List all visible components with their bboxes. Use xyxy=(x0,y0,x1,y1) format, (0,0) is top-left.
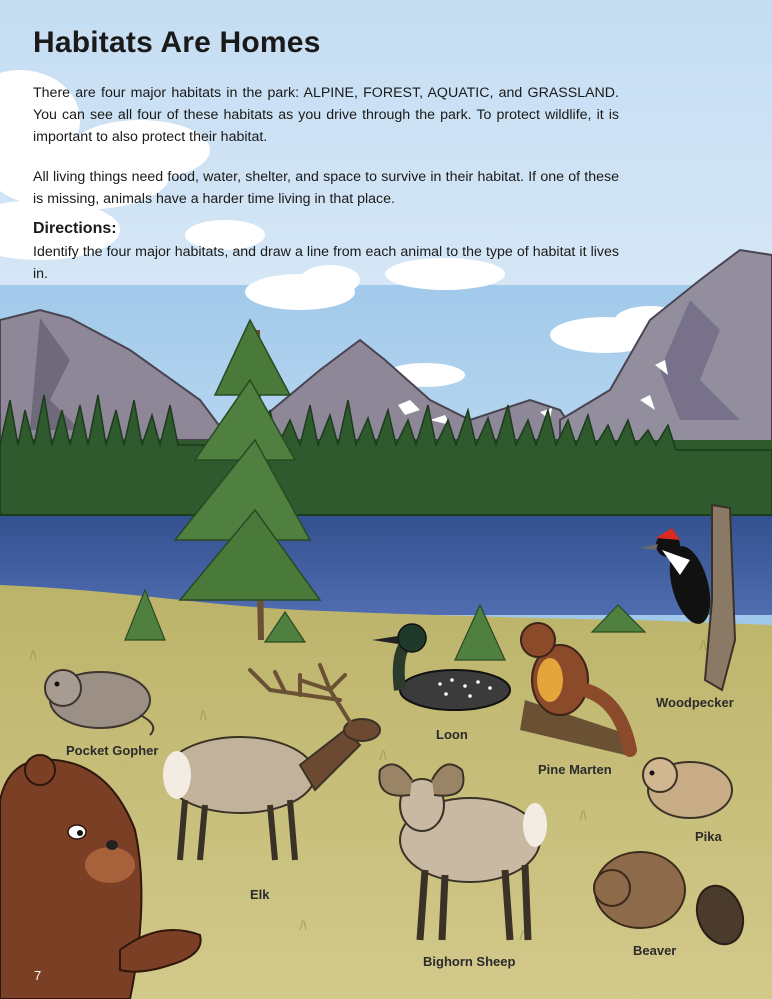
needs-paragraph: All living things need food, water, shelter, and space to survive in their habitat. If one of these is missing, animals have a harder time living in that place. xyxy=(33,169,619,207)
page-title: Habitats Are Homes xyxy=(33,26,321,59)
loon-label: Loon xyxy=(436,727,468,742)
page-number: 7 xyxy=(34,968,42,983)
intro-paragraph: There are four major habitats in the park: ALPINE, FOREST, AQUATIC, and GRASSLAND. You can see all four of these habitats as you drive through the park. To protect wildlife, it is important to also protect their habitat. xyxy=(33,85,619,145)
woodpecker-label: Woodpecker xyxy=(656,695,734,710)
pika-label: Pika xyxy=(695,829,722,844)
directions-text: Identify the four major habitats, and draw a line from each animal to the type of habitat it lives in. xyxy=(33,244,619,282)
pine-marten-label: Pine Marten xyxy=(538,762,612,777)
elk-label: Elk xyxy=(250,887,270,902)
directions-heading: Directions: xyxy=(33,220,117,237)
bighorn-sheep-label: Bighorn Sheep xyxy=(423,954,516,969)
beaver-label: Beaver xyxy=(633,943,677,958)
pocket-gopher-label: Pocket Gopher xyxy=(66,743,159,758)
